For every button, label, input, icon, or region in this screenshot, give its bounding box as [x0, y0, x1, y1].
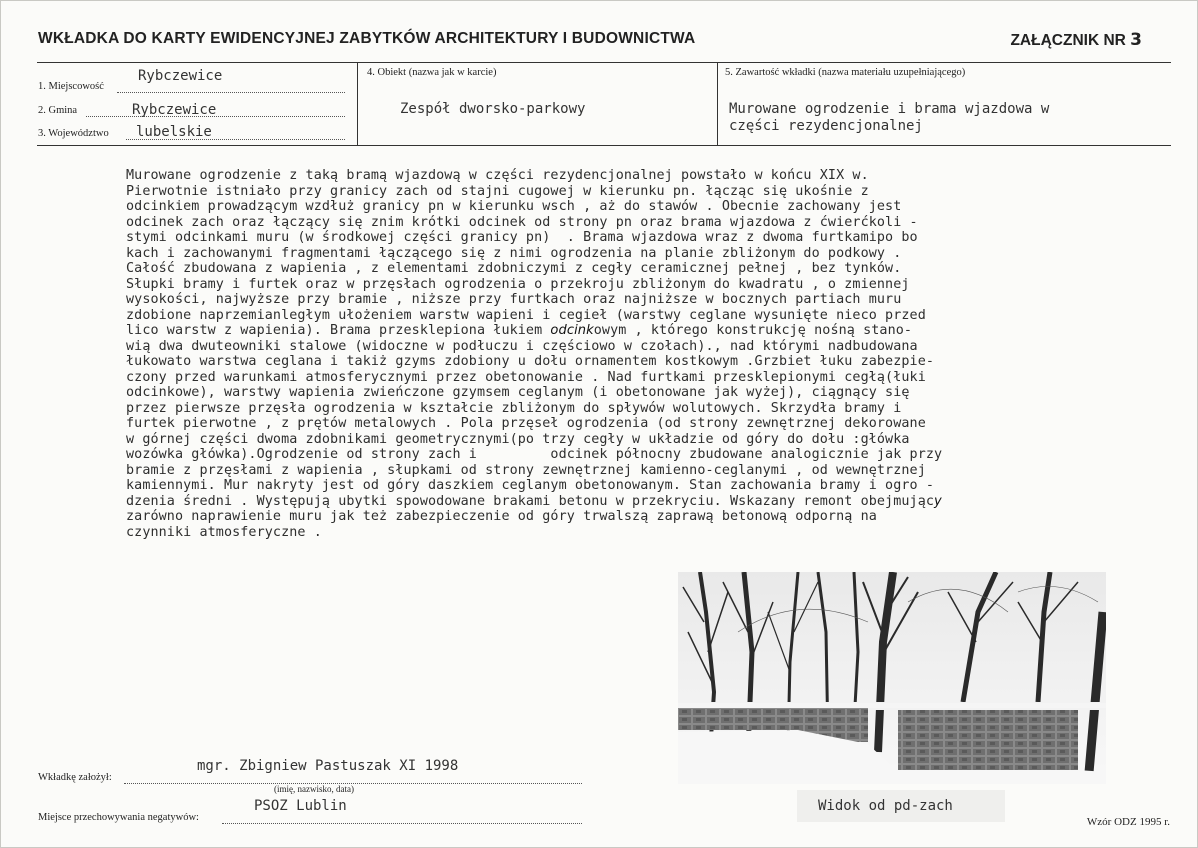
- author-value: mgr. Zbigniew Pastuszak XI 1998: [197, 758, 459, 774]
- gmina-label: 2. Gmina: [38, 105, 78, 116]
- text-line: wysokości, najwyższe przy bramie , niższe przy furtkach oraz najniższe w bocznych partiach muru: [126, 292, 902, 307]
- text-line-part: lico warstw z wapienia). Brama przesklepiona łukiem: [126, 323, 551, 338]
- annex-label: [1010, 30, 1142, 50]
- author-label: Wkładkę założył:: [38, 772, 112, 783]
- text-line: furtek pierwotne , z prętów metalowych . Pola przęseł ogrodzenia (od strony zewnętrznej dekorowane: [126, 416, 926, 431]
- text-line-part: owym , którego konstrukcję nośną stano-: [593, 323, 913, 338]
- text-line: przez pierwsze przęsła ogrodzenia w kształcie zbliżonym do spływów wolutowych. Skrzydła bramy i: [126, 400, 902, 416]
- miejscowosc-value: Rybczewice: [138, 68, 223, 84]
- annex-number: 3: [1130, 30, 1142, 50]
- storage-label: Miejsce przechowywania negatywów:: [38, 812, 199, 823]
- text-line: odcinek zach oraz łączący się znim krótki odcinek od strony pn oraz brama wjazdowa z ćwierćkoli -: [126, 214, 918, 230]
- form-bottom-rule: [37, 145, 1171, 146]
- text-line: wią dwa dwuteowniki stalowe (widoczne w podłuczu i częściowo w czołach)., nad którymi nadbudowana: [126, 338, 918, 354]
- form-divider-1: [357, 62, 358, 145]
- text-line: czynniki atmosferyczne .: [126, 524, 322, 540]
- text-line: [126, 494, 1146, 510]
- form-divider-2: [717, 62, 718, 145]
- photo-image: [678, 572, 1106, 784]
- gmina-value: Rybczewice: [132, 102, 217, 118]
- wojewodztwo-label: 3. Województwo: [38, 128, 109, 139]
- obiekt-label: 4. Obiekt (nazwa jak w karcie): [367, 67, 497, 78]
- text-line: zdobione naprzemianległym ułożeniem warstw wapieni i cegieł (warstwy ceglane wysunięte nieco przed: [126, 307, 926, 323]
- text-line: Całość zbudowana z wapienia , z elementami zdobniczymi z cegły ceramicznej pełnej , bez tynków.: [126, 261, 902, 276]
- text-line: bramie z przęsłami z wapienia , słupkami od strony zewnętrznej kamienno-ceglanymi , od wewnętrznej: [126, 462, 926, 478]
- zawartosc-value-line1: Murowane ogrodzenie i brama wjazdowa w: [729, 101, 1050, 117]
- text-line: w górnej części dwoma zdobnikami geometrycznymi(po trzy cegły w układzie od góry do dołu :główka: [126, 431, 910, 447]
- text-line: odcinkowe), warstwy wapienia zwieńczone gzymsem ceglanym (i obetonowane jak wyżej), ciągnący się: [126, 385, 910, 400]
- miejscowosc-label: 1. Miejscowość: [38, 81, 104, 92]
- miejscowosc-dots: [117, 92, 345, 93]
- text-line: zarówno naprawienie muru jak też zabezpieczenie od góry trwalszą zaprawą betonową odporną na: [126, 509, 877, 524]
- text-line: Murowane ogrodzenie z taką bramą wjazdową w części rezydencjonalnej powstało w końcu XIX w.: [126, 168, 869, 183]
- zawartosc-value-line2: części rezydencjonalnej: [729, 118, 923, 134]
- text-line: czony przed warunkami atmosferycznymi przez obetonowanie . Nad furtkami przesklepionymi cegłą(łuki: [126, 369, 926, 385]
- zawartosc-label: 5. Zawartość wkładki (nazwa materiału uzupełniającego): [725, 67, 966, 78]
- text-line: łukowato warstwa ceglana i takiż gzyms zdobiony u dołu ornamentem kostkowym .Grzbiet łuku zabezpie-: [126, 354, 935, 369]
- handwritten-correction: y: [934, 493, 942, 509]
- wojewodztwo-value: lubelskie: [136, 124, 212, 140]
- form-title: WKŁADKA DO KARTY EWIDENCYJNEJ ZABYTKÓW ARCHITEKTURY I BUDOWNICTWA: [38, 30, 696, 47]
- storage-value: PSOZ Lublin: [254, 798, 347, 814]
- description-text: [126, 168, 1146, 540]
- text-line: odcinkiem prowadzącym wzdłuż granicy pn w kierunku wsch , aż do stawów . Obecnie zachowany jest: [126, 199, 902, 214]
- handwritten-correction: odcink: [550, 323, 594, 338]
- author-sublabel: (imię, nazwisko, data): [274, 784, 354, 794]
- annex-text: ZAŁĄCZNIK NR: [1010, 32, 1126, 49]
- form-top-rule: [37, 62, 1171, 63]
- obiekt-value: Zespół dworsko-parkowy: [400, 101, 586, 117]
- text-line: wozówka główka).Ogrodzenie od strony zach i odcinek północny zbudowane analogicznie jak przy: [126, 447, 943, 462]
- form-model: Wzór ODZ 1995 r.: [1086, 816, 1170, 828]
- text-line: Pierwotnie istniało przy granicy zach od stajni cugowej w kierunku pn. łącząc się ukośnie z: [126, 183, 869, 199]
- text-line: stymi odcinkami muru (w środkowej części granicy pn) . Brama wjazdowa wraz z dwoma furtkamipo bo: [126, 230, 918, 245]
- text-line: [126, 323, 1146, 339]
- text-line: Słupki bramy i furtek oraz w przęsłach ogrodzenia o przekroju zbliżonym do kwadratu , o zmiennej: [126, 276, 910, 292]
- storage-dots: [222, 823, 582, 824]
- photo-caption: Widok od pd-zach: [818, 798, 953, 814]
- text-line: kach i zachowanymi fragmentami łączącego się z nimi ogrodzenia na planie zbliżonym do podkowy .: [126, 245, 902, 261]
- text-line-part: dzenia średni . Występują ubytki spowodowane brakami betonu w przekryciu. Wskazany remont obejmując: [126, 493, 935, 509]
- text-line: kamiennymi. Mur nakryty jest od góry daszkiem ceglanym obetonowanym. Stan zachowania bramy i ogro -: [126, 478, 935, 493]
- photo-fence-winter: [678, 572, 1106, 784]
